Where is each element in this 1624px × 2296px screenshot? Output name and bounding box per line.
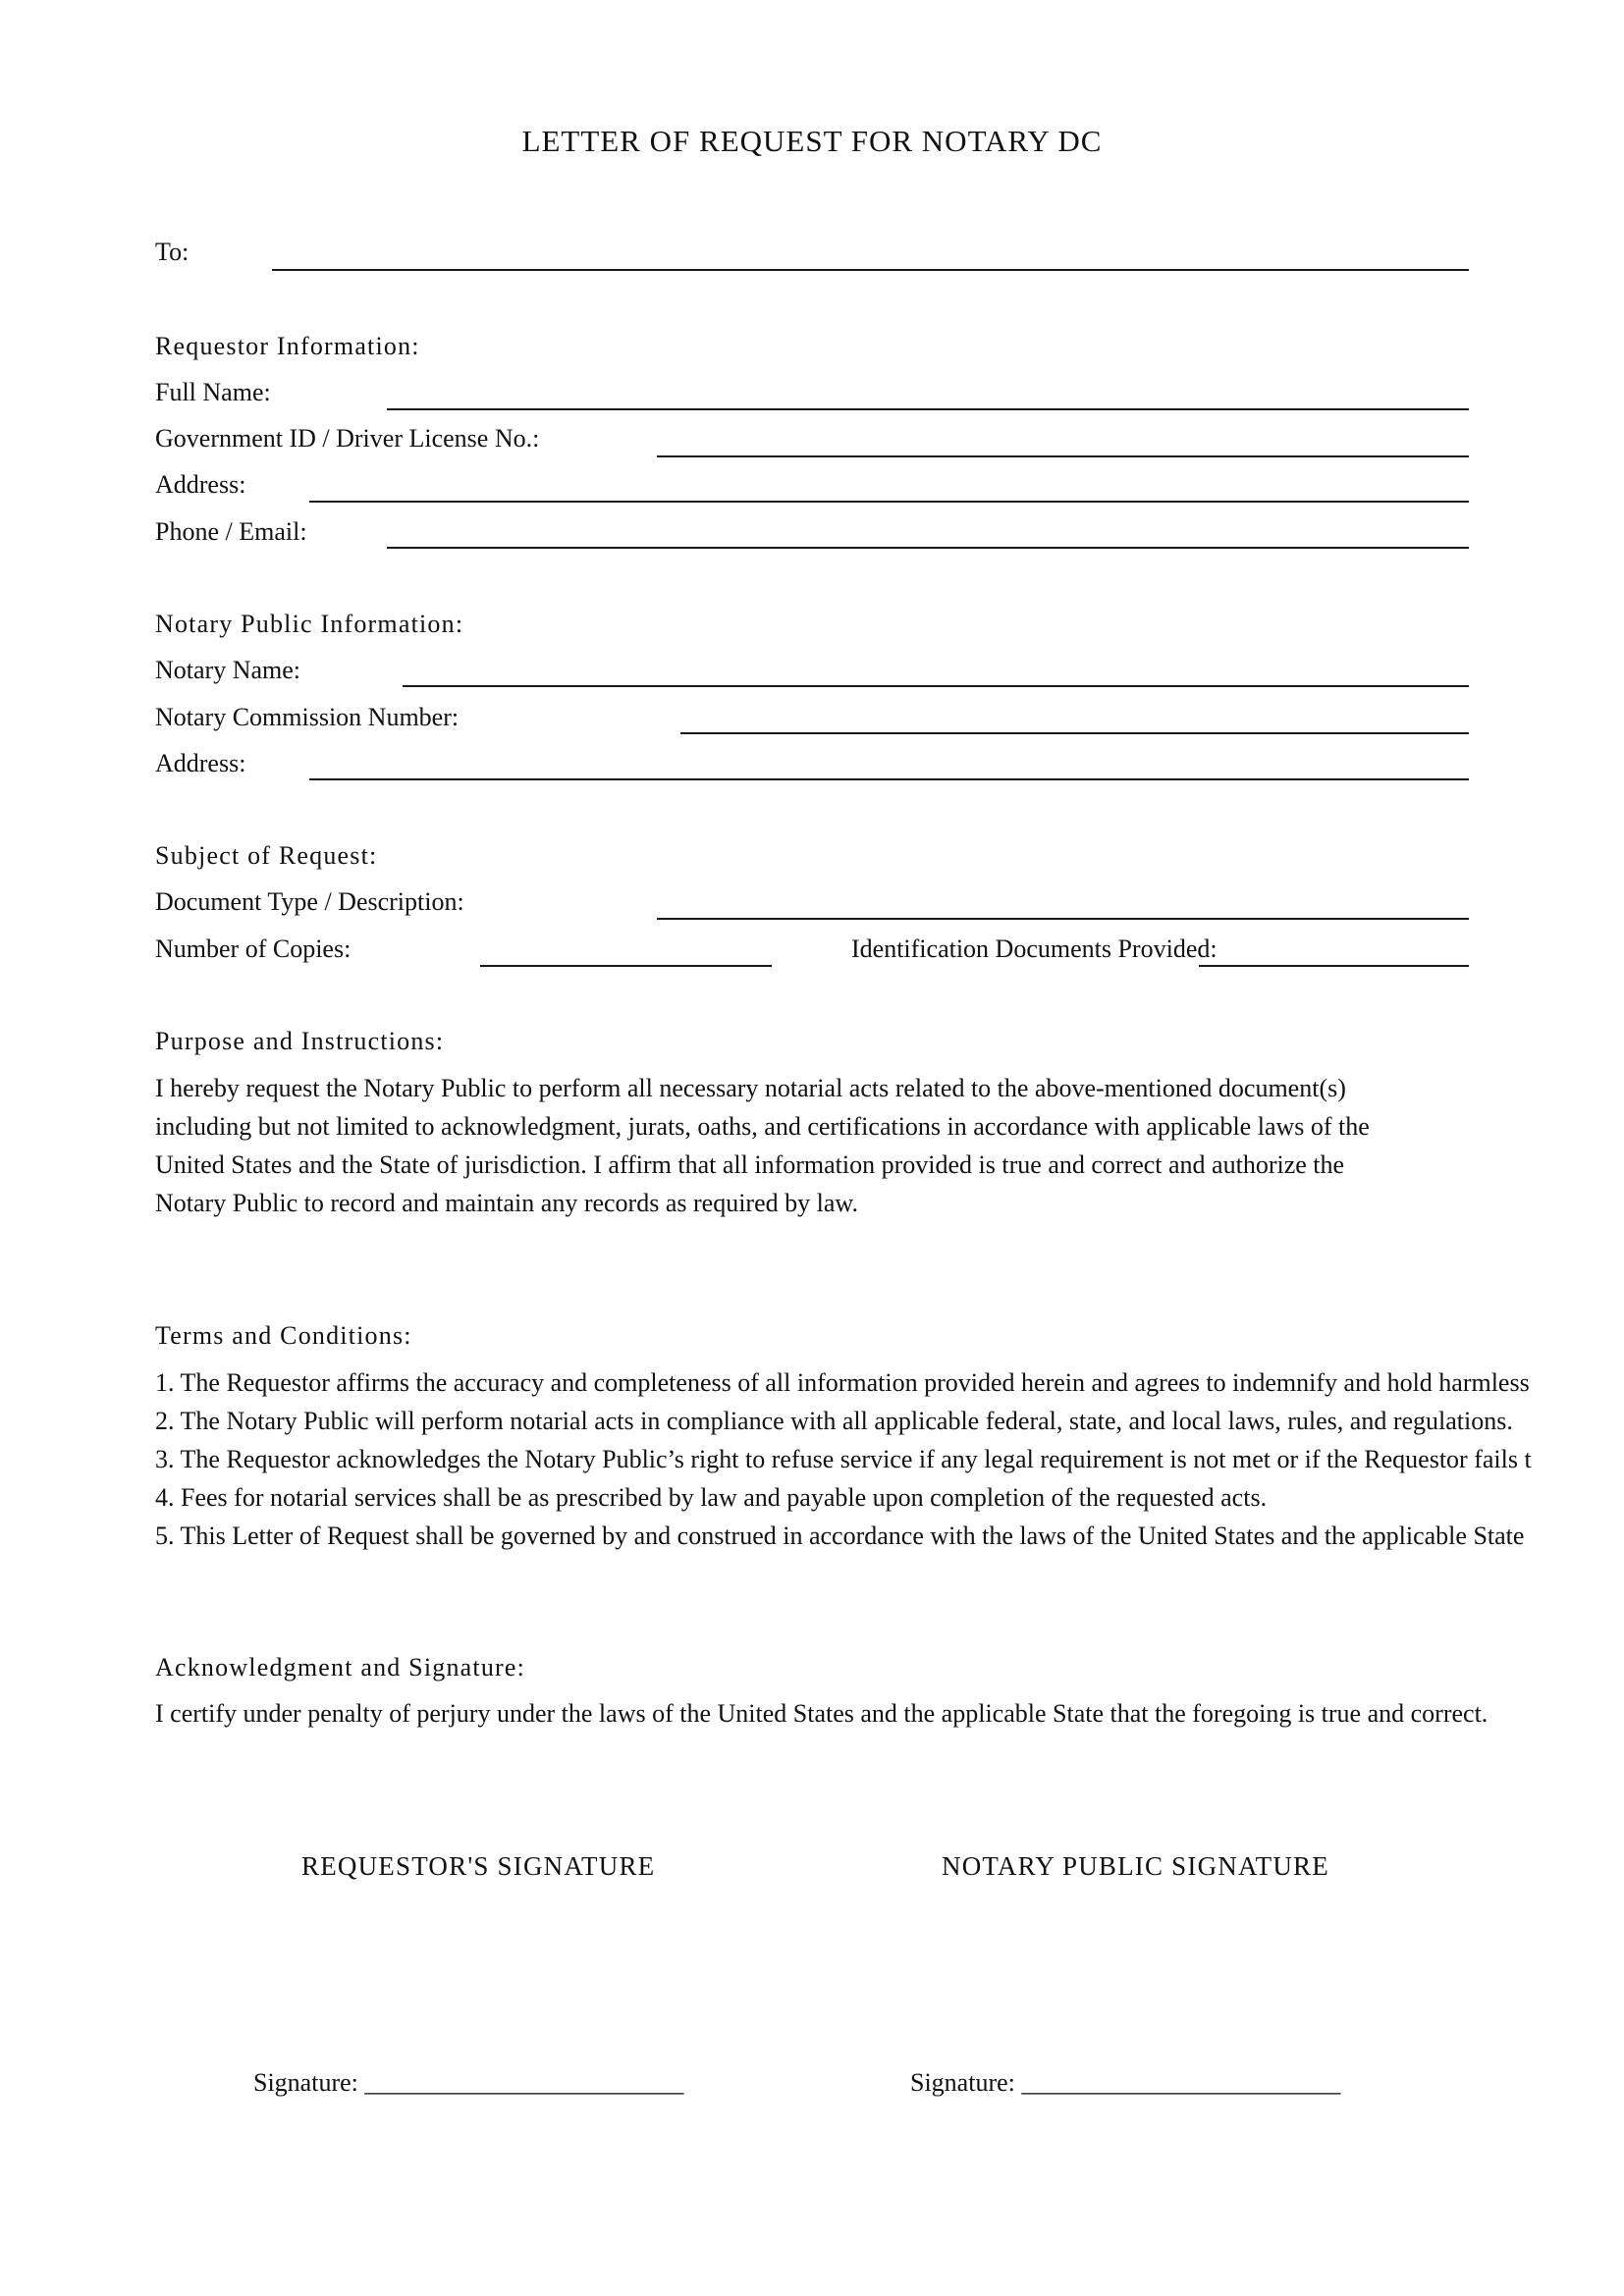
- notary-address-label: Address:: [155, 749, 246, 777]
- phone-email-field[interactable]: [387, 547, 1469, 549]
- subject-heading: Subject of Request:: [155, 841, 378, 870]
- notary-name-field[interactable]: [403, 685, 1469, 687]
- to-field[interactable]: [272, 269, 1469, 271]
- terms-item: 2. The Notary Public will perform notarial acts in compliance with all applicable federal, state, and local laws, rules, and regulations.: [155, 1407, 1513, 1435]
- phone-email-label: Phone / Email:: [155, 517, 307, 546]
- requestor-signature-line[interactable]: Signature: _________________________: [253, 2068, 684, 2097]
- notary-name-label: Notary Name:: [155, 656, 301, 684]
- number-of-copies-field[interactable]: [480, 965, 772, 967]
- purpose-line: I hereby request the Notary Public to perform all necessary notarial acts related to the above-mentioned document(s): [155, 1074, 1346, 1102]
- gov-id-label: Government ID / Driver License No.:: [155, 424, 540, 453]
- purpose-line: United States and the State of jurisdiction. I affirm that all information provided is true and correct and authorize the: [155, 1150, 1345, 1179]
- purpose-paragraph: [155, 1069, 1608, 1222]
- requestor-heading: Requestor Information:: [155, 332, 420, 360]
- terms-list: [155, 1363, 1624, 1555]
- gov-id-field[interactable]: [657, 455, 1469, 457]
- terms-item: 3. The Requestor acknowledges the Notary Public’s right to refuse service if any legal requirement is not met or if the Requestor fails t: [155, 1445, 1532, 1473]
- full-name-field[interactable]: [387, 408, 1469, 410]
- notary-signature-heading: NOTARY PUBLIC SIGNATURE: [942, 1851, 1329, 1881]
- requestor-signature-heading: REQUESTOR'S SIGNATURE: [301, 1851, 656, 1881]
- terms-heading: Terms and Conditions:: [155, 1321, 412, 1350]
- commission-number-field[interactable]: [680, 732, 1469, 734]
- id-documents-label: Identification Documents Provided:: [851, 934, 1218, 963]
- notary-signature-line[interactable]: Signature: _________________________: [910, 2068, 1341, 2097]
- purpose-heading: Purpose and Instructions:: [155, 1027, 445, 1055]
- purpose-line: Notary Public to record and maintain any records as required by law.: [155, 1189, 858, 1217]
- terms-item: 4. Fees for notarial services shall be as prescribed by law and payable upon completion of the requested acts.: [155, 1483, 1268, 1512]
- document-type-label: Document Type / Description:: [155, 887, 464, 916]
- to-label: To:: [155, 238, 189, 266]
- requestor-address-field[interactable]: [309, 501, 1469, 503]
- document-title: LETTER OF REQUEST FOR NOTARY DC: [521, 124, 1103, 158]
- requestor-address-label: Address:: [155, 470, 246, 499]
- full-name-label: Full Name:: [155, 378, 271, 406]
- terms-item: 5. This Letter of Request shall be governed by and construed in accordance with the laws of the United States and the applicable State: [155, 1522, 1525, 1550]
- document-type-field[interactable]: [657, 918, 1469, 920]
- notary-address-field[interactable]: [309, 778, 1469, 780]
- commission-number-label: Notary Commission Number:: [155, 703, 460, 731]
- id-documents-field[interactable]: [1199, 965, 1469, 967]
- terms-item: 1. The Requestor affirms the accuracy and completeness of all information provided herein and agrees to indemnify and hold harmless: [155, 1368, 1530, 1397]
- number-of-copies-label: Number of Copies:: [155, 934, 352, 963]
- acknowledgment-text: I certify under penalty of perjury under the laws of the United States and the applicable State that the foregoing is true and correct.: [155, 1699, 1489, 1728]
- acknowledgment-heading: Acknowledgment and Signature:: [155, 1653, 526, 1682]
- purpose-line: including but not limited to acknowledgment, jurats, oaths, and certifications in accordance with applicable laws of the: [155, 1112, 1370, 1141]
- notary-heading: Notary Public Information:: [155, 610, 464, 638]
